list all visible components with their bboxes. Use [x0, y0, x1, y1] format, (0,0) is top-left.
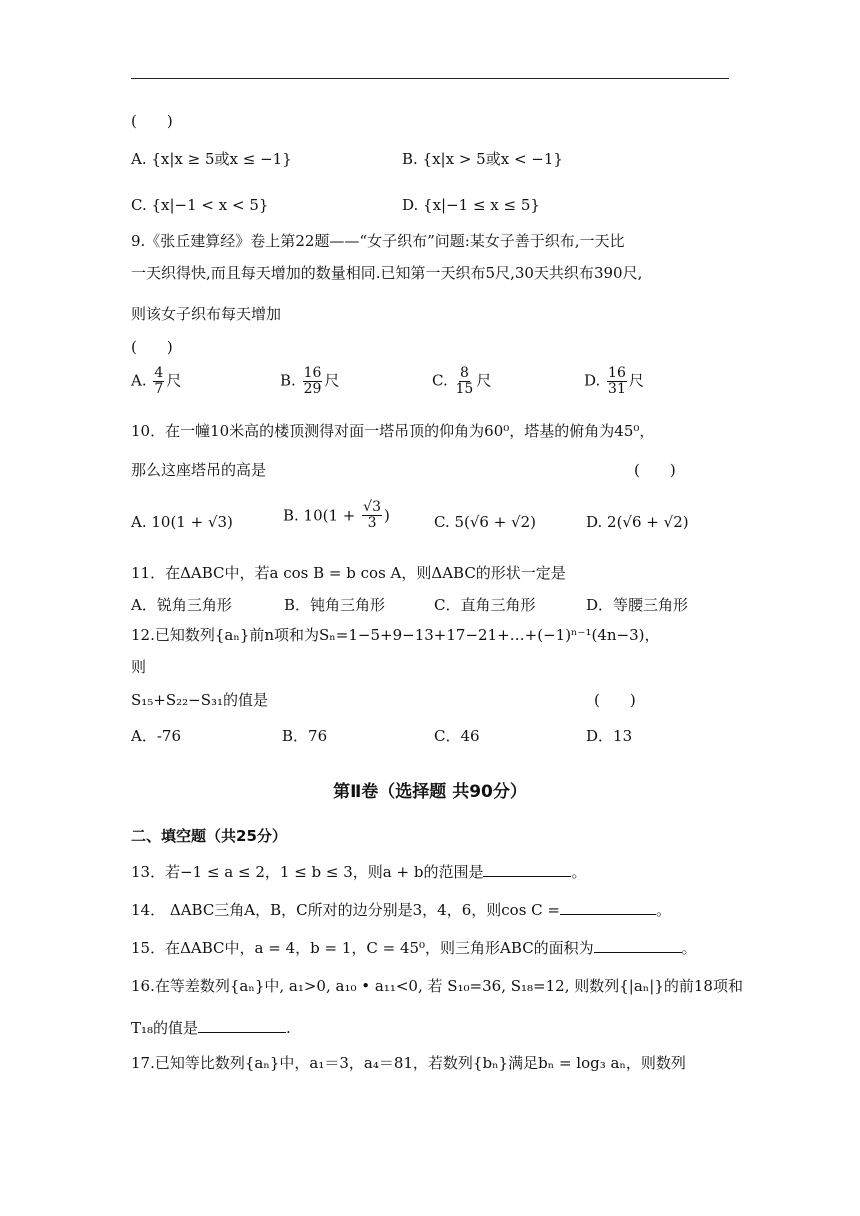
- section-fill-blank-title: 二、填空题（共25分）: [131, 827, 287, 845]
- q12-option-c: C．46: [434, 727, 480, 745]
- q12-option-b: B．76: [282, 727, 328, 745]
- q15-answer-blank[interactable]: [594, 938, 682, 953]
- part2-heading: 第Ⅱ卷（选择题 共90分）: [333, 782, 527, 802]
- q11-option-a: A．锐角三角形: [131, 596, 232, 614]
- header-rule: [131, 78, 729, 79]
- q11-stem: 11．在ΔABC中，若a cos B = b cos A，则ΔABC的形状一定是: [131, 564, 566, 582]
- q12-stem-line2: 则: [131, 658, 147, 676]
- q10-stem-line2: 那么这座塔吊的高是: [131, 461, 267, 479]
- q16-answer-blank[interactable]: [198, 1018, 286, 1033]
- q10-answer-paren: ( ): [634, 461, 676, 479]
- q10-option-a: A. 10(1 + √3): [131, 513, 233, 531]
- q14-stem: 14． ΔABC三角A，B，C所对的边分别是3，4，6，则cos C = 。: [131, 901, 671, 919]
- q10-option-c: C. 5(√6 + √2): [434, 513, 537, 531]
- q14-answer-blank[interactable]: [560, 900, 656, 915]
- q12-option-a: A．-76: [131, 727, 181, 745]
- q13-answer-blank[interactable]: [483, 862, 571, 877]
- q9-option-d: D. $\frac{16}{31}$ 尺: [584, 365, 644, 397]
- q8-option-c: C. {x|−1 < x < 5}: [131, 196, 269, 214]
- q16-stem-line1: 16.在等差数列{aₙ}中, a₁>0, a₁₀ • a₁₁<0, 若 S₁₀=36, S₁₈=12, 则数列{|aₙ|}的前18项和: [131, 977, 743, 995]
- q11-option-b: B．钝角三角形: [284, 596, 386, 614]
- q15-stem: 15．在ΔABC中，a = 4，b = 1，C = 45⁰，则三角形ABC的面积为 。: [131, 939, 697, 957]
- q9-option-b: B. $\frac{16}{29}$ 尺: [280, 365, 340, 397]
- q12-answer-paren: ( ): [594, 691, 636, 709]
- q9-stem-line2: 一天织得快,而且每天增加的数量相同.已知第一天织布5尺,30天共织布390尺,: [131, 264, 643, 282]
- q10-option-b: B. 10(1 + $\frac{√3}{3}$ ): [283, 499, 390, 531]
- q9-stem-line1: 9.《张丘建算经》卷上第22题——“女子织布”问题:某女子善于织布,一天比: [131, 232, 625, 250]
- q10-stem-line1: 10．在一幢10米高的楼顶测得对面一塔吊顶的仰角为60⁰，塔基的俯角为45⁰，: [131, 422, 655, 440]
- q11-option-d: D．等腰三角形: [586, 596, 689, 614]
- q12-stem-line3: S₁₅+S₂₂−S₃₁的值是: [131, 691, 269, 709]
- q9-answer-paren: ( ): [131, 338, 173, 356]
- q13-stem: 13．若−1 ≤ a ≤ 2，1 ≤ b ≤ 3，则a + b的范围是 。: [131, 863, 587, 881]
- q12-option-d: D．13: [586, 727, 633, 745]
- q10-option-d: D. 2(√6 + √2): [586, 513, 689, 531]
- q17-stem-line1: 17.已知等比数列{aₙ}中，a₁＝3，a₄＝81，若数列{bₙ}满足bₙ = log₃ aₙ，则数列: [131, 1054, 686, 1072]
- q12-stem-line1: 12.已知数列{aₙ}前n项和为Sₙ=1−5+9−13+17−21+…+(−1)ⁿ⁻¹(4n−3)，: [131, 626, 660, 644]
- q16-stem-line2: T₁₈的值是 .: [131, 1019, 291, 1037]
- q9-option-a: A. $\frac{4}{7}$ 尺: [131, 365, 182, 397]
- q8-option-d: D. {x|−1 ≤ x ≤ 5}: [402, 196, 540, 214]
- q9-stem-line3: 则该女子织布每天增加: [131, 305, 282, 323]
- q8-option-a: A. {x|x ≥ 5或x ≤ −1}: [131, 150, 292, 168]
- q8-answer-paren: ( ): [131, 112, 173, 130]
- q8-option-b: B. {x|x > 5或x < −1}: [402, 150, 563, 168]
- q9-option-c: C. $\frac{8}{15}$ 尺: [432, 365, 492, 397]
- q11-option-c: C．直角三角形: [434, 596, 536, 614]
